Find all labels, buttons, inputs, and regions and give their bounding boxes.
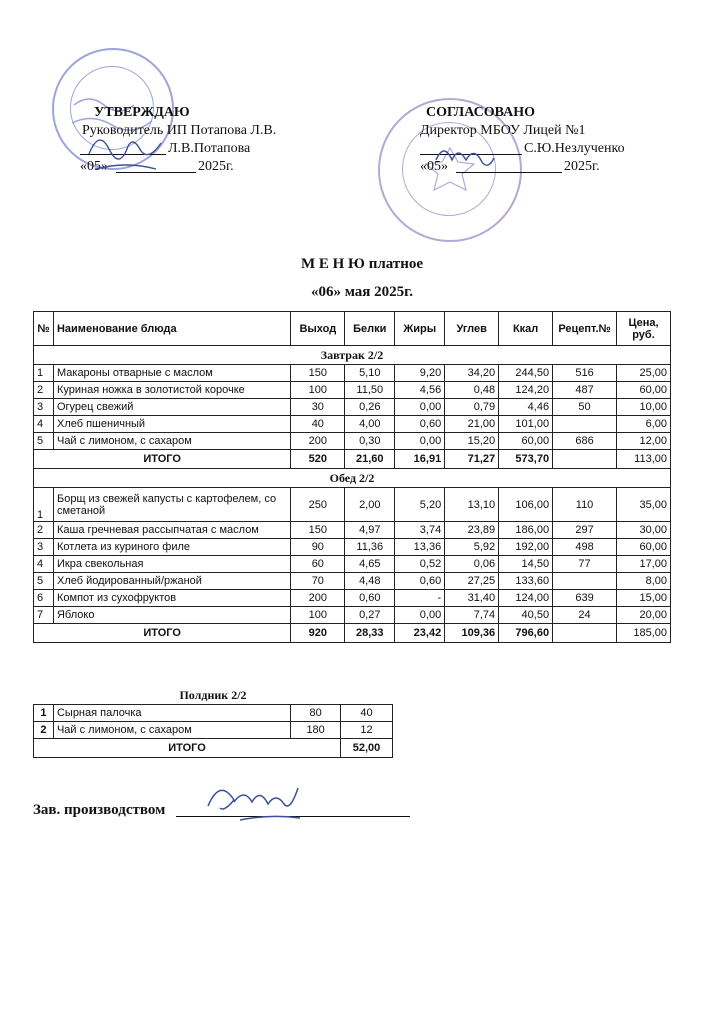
total-fat: 23,42: [395, 624, 445, 643]
table-row: [34, 488, 671, 522]
row-number: 3: [34, 399, 54, 416]
total-carbs: 71,27: [445, 450, 499, 469]
output-value: 80: [291, 705, 341, 722]
total-output: 920: [291, 624, 345, 643]
row-number: 5: [34, 433, 54, 450]
table-row: [34, 399, 671, 416]
carbs-value: 15,20: [445, 433, 499, 450]
recipe-value: 686: [553, 433, 617, 450]
kcal-value: 60,00: [499, 433, 553, 450]
dish-name: Чай с лимоном, с сахаром: [53, 433, 290, 450]
protein-value: 2,00: [345, 488, 395, 522]
output-value: 100: [291, 607, 345, 624]
fat-value: 3,74: [395, 522, 445, 539]
price-value: 12,00: [617, 433, 671, 450]
dish-name: Хлеб йодированный/ржаной: [53, 573, 290, 590]
breakfast-section-label: Завтрак 2/2: [34, 346, 671, 365]
total-carbs: 109,36: [445, 624, 499, 643]
dish-name: Борщ из свежей капусты с картофелем, со сметаной: [53, 488, 290, 522]
kcal-value: 186,00: [499, 522, 553, 539]
approval-date-day: «05»: [80, 159, 108, 174]
protein-value: 4,48: [345, 573, 395, 590]
footer-label: Зав. производством: [33, 802, 166, 818]
agreement-title: СОГЛАСОВАНО: [426, 105, 535, 120]
approval-name: Л.В.Потапова: [168, 141, 251, 156]
dish-name: Огурец свежий: [53, 399, 290, 416]
output-value: 180: [291, 722, 341, 739]
output-value: 30: [291, 399, 345, 416]
col-output: Выход: [291, 312, 345, 346]
price-value: 60,00: [617, 382, 671, 399]
protein-value: 0,27: [345, 607, 395, 624]
total-price: 52,00: [341, 739, 393, 758]
recipe-value: 516: [553, 365, 617, 382]
total-label: ИТОГО: [34, 624, 291, 643]
recipe-value: [553, 416, 617, 433]
protein-value: 5,10: [345, 365, 395, 382]
protein-value: 0,60: [345, 590, 395, 607]
row-number: 4: [34, 556, 54, 573]
total-label: ИТОГО: [34, 450, 291, 469]
recipe-value: 297: [553, 522, 617, 539]
protein-value: 0,30: [345, 433, 395, 450]
table-row: [34, 416, 671, 433]
fat-value: 4,56: [395, 382, 445, 399]
col-dish-name: Наименование блюда: [53, 312, 290, 346]
kcal-value: 133,60: [499, 573, 553, 590]
price-value: 12: [341, 722, 393, 739]
output-value: 150: [291, 522, 345, 539]
fat-value: 0,52: [395, 556, 445, 573]
fat-value: 0,00: [395, 399, 445, 416]
dish-name: Сырная палочка: [53, 705, 290, 722]
kcal-value: 124,00: [499, 590, 553, 607]
row-number: 7: [34, 607, 54, 624]
approval-date-year: 2025г.: [198, 159, 234, 174]
recipe-value: 498: [553, 539, 617, 556]
row-number: 2: [34, 522, 54, 539]
lunch-section-label: Обед 2/2: [34, 469, 671, 488]
total-label: ИТОГО: [34, 739, 341, 758]
row-number: 1: [34, 705, 54, 722]
breakfast-section-row: [34, 346, 671, 365]
dish-name: Хлеб пшеничный: [53, 416, 290, 433]
snack-total-row: [34, 739, 393, 758]
recipe-value: [553, 573, 617, 590]
row-number: 6: [34, 590, 54, 607]
row-number: 2: [34, 382, 54, 399]
approval-position: Руководитель ИП Потапова Л.В.: [82, 123, 277, 138]
carbs-value: 31,40: [445, 590, 499, 607]
total-fat: 16,91: [395, 450, 445, 469]
fat-value: 5,20: [395, 488, 445, 522]
agreement-position: Директор МБОУ Лицей №1: [420, 123, 586, 138]
output-value: 150: [291, 365, 345, 382]
row-number: 3: [34, 539, 54, 556]
fat-value: 9,20: [395, 365, 445, 382]
total-kcal: 796,60: [499, 624, 553, 643]
col-carbs: Углев: [445, 312, 499, 346]
recipe-value: 24: [553, 607, 617, 624]
carbs-value: 21,00: [445, 416, 499, 433]
approval-title: УТВЕРЖДАЮ: [94, 105, 190, 120]
price-value: 8,00: [617, 573, 671, 590]
table-row: [34, 722, 393, 739]
kcal-value: 124,20: [499, 382, 553, 399]
protein-value: 4,97: [345, 522, 395, 539]
signature-left-icon: [84, 124, 174, 184]
snack-table: [33, 704, 393, 758]
row-number: 1: [34, 488, 54, 522]
carbs-value: 0,48: [445, 382, 499, 399]
menu-table: [33, 311, 671, 643]
row-number: 2: [34, 722, 54, 739]
kcal-value: 14,50: [499, 556, 553, 573]
col-kcal: Ккал: [499, 312, 553, 346]
price-value: 10,00: [617, 399, 671, 416]
price-value: 6,00: [617, 416, 671, 433]
protein-value: 11,36: [345, 539, 395, 556]
dish-name: Чай с лимоном, с сахаром: [53, 722, 290, 739]
fat-value: 0,60: [395, 573, 445, 590]
col-protein: Белки: [345, 312, 395, 346]
table-row: [34, 539, 671, 556]
price-value: 17,00: [617, 556, 671, 573]
table-header-row: [34, 312, 671, 346]
carbs-value: 5,92: [445, 539, 499, 556]
total-recipe: [553, 450, 617, 469]
menu-title: М Е Н Ю платное: [300, 256, 424, 272]
carbs-value: 0,79: [445, 399, 499, 416]
fat-value: 13,36: [395, 539, 445, 556]
kcal-value: 192,00: [499, 539, 553, 556]
table-row: [34, 590, 671, 607]
total-kcal: 573,70: [499, 450, 553, 469]
dish-name: Компот из сухофруктов: [53, 590, 290, 607]
recipe-value: 639: [553, 590, 617, 607]
total-price: 185,00: [617, 624, 671, 643]
menu-date: «06» мая 2025г.: [310, 284, 414, 300]
output-value: 250: [291, 488, 345, 522]
recipe-value: 50: [553, 399, 617, 416]
agreement-date-day: «05»: [420, 159, 448, 174]
total-output: 520: [291, 450, 345, 469]
signature-footer-icon: [200, 776, 310, 826]
fat-value: 0,00: [395, 433, 445, 450]
output-value: 90: [291, 539, 345, 556]
output-value: 40: [291, 416, 345, 433]
total-recipe: [553, 624, 617, 643]
dish-name: Икра свекольная: [53, 556, 290, 573]
dish-name: Каша гречневая рассыпчатая с маслом: [53, 522, 290, 539]
table-row: [34, 607, 671, 624]
carbs-value: 27,25: [445, 573, 499, 590]
fat-value: 0,00: [395, 607, 445, 624]
total-protein: 28,33: [345, 624, 395, 643]
dish-name: Яблоко: [53, 607, 290, 624]
kcal-value: 244,50: [499, 365, 553, 382]
fat-value: -: [395, 590, 445, 607]
col-fat: Жиры: [395, 312, 445, 346]
col-price: Цена, руб.: [617, 312, 671, 346]
protein-value: 0,26: [345, 399, 395, 416]
kcal-value: 4,46: [499, 399, 553, 416]
carbs-value: 7,74: [445, 607, 499, 624]
price-value: 60,00: [617, 539, 671, 556]
dish-name: Куриная ножка в золотистой корочке: [53, 382, 290, 399]
carbs-value: 0,06: [445, 556, 499, 573]
recipe-value: 77: [553, 556, 617, 573]
col-number: №: [34, 312, 54, 346]
price-value: 30,00: [617, 522, 671, 539]
output-value: 200: [291, 433, 345, 450]
recipe-value: 110: [553, 488, 617, 522]
price-value: 20,00: [617, 607, 671, 624]
row-number: 4: [34, 416, 54, 433]
output-value: 60: [291, 556, 345, 573]
carbs-value: 34,20: [445, 365, 499, 382]
fat-value: 0,60: [395, 416, 445, 433]
total-price: 113,00: [617, 450, 671, 469]
price-value: 25,00: [617, 365, 671, 382]
protein-value: 4,65: [345, 556, 395, 573]
row-number: 5: [34, 573, 54, 590]
dish-name: Котлета из куриного филе: [53, 539, 290, 556]
agreement-name: С.Ю.Незлученко: [524, 141, 625, 156]
snack-section-label: Полдник 2/2: [179, 688, 247, 702]
price-value: 15,00: [617, 590, 671, 607]
lunch-total-row: [34, 624, 671, 643]
recipe-value: 487: [553, 382, 617, 399]
kcal-value: 101,00: [499, 416, 553, 433]
kcal-value: 40,50: [499, 607, 553, 624]
total-protein: 21,60: [345, 450, 395, 469]
table-row: [34, 705, 393, 722]
output-value: 200: [291, 590, 345, 607]
table-row: [34, 365, 671, 382]
table-row: [34, 382, 671, 399]
kcal-value: 106,00: [499, 488, 553, 522]
lunch-section-row: [34, 469, 671, 488]
table-row: [34, 573, 671, 590]
price-value: 40: [341, 705, 393, 722]
carbs-value: 23,89: [445, 522, 499, 539]
table-row: [34, 433, 671, 450]
dish-name: Макароны отварные с маслом: [53, 365, 290, 382]
output-value: 70: [291, 573, 345, 590]
breakfast-total-row: [34, 450, 671, 469]
table-row: [34, 556, 671, 573]
protein-value: 11,50: [345, 382, 395, 399]
row-number: 1: [34, 365, 54, 382]
carbs-value: 13,10: [445, 488, 499, 522]
table-row: [34, 522, 671, 539]
protein-value: 4,00: [345, 416, 395, 433]
signature-right-icon: [430, 136, 500, 176]
col-recipe: Рецепт.№: [553, 312, 617, 346]
output-value: 100: [291, 382, 345, 399]
price-value: 35,00: [617, 488, 671, 522]
agreement-date-year: 2025г.: [564, 159, 600, 174]
